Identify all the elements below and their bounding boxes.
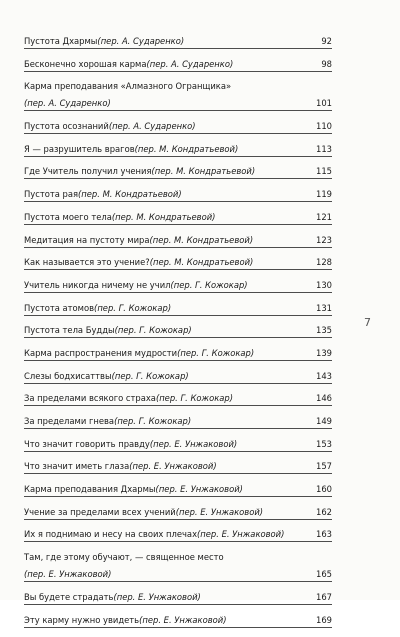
toc-entry [24,348,332,361]
toc-entry-translator: (пер. М. Кондратьевой) [149,234,254,245]
toc-entry-title: Вы будете страдать [24,591,114,602]
toc-entry-page: 131 [316,302,332,313]
toc-entry-translator: (пер. Г. Кожокар) [177,347,255,358]
toc-entry-page: 135 [316,325,332,336]
toc-entry [24,439,332,452]
toc-entry-page: 169 [316,614,332,625]
toc-entry [24,371,332,384]
toc-entry-title: Карма преподавания «Алмазного Огранщика» [24,81,232,92]
toc-entry-title: Учение за пределами всех учений [24,506,176,517]
toc-entry-page: 128 [316,257,332,268]
toc-entry-translator: (пер. Г. Кожокар) [114,416,192,426]
toc-entry-page: 157 [316,461,332,472]
toc-entry-translator: (пер. Г. Кожокар) [111,370,189,381]
toc-entry-translator: (пер. М. Кондратьевой) [78,189,182,200]
toc-entry [24,257,332,270]
toc-entry-title: Что значит говорить правду [24,438,150,449]
toc-entry-page: 119 [316,189,332,200]
toc-entry [24,166,332,179]
toc-entry-page: 110 [316,121,332,132]
toc-entry-page: 143 [316,370,332,381]
page-number: 7 [364,316,371,329]
toc-entry-translator: (пер. Е. Унжаковой) [175,506,264,517]
toc-entry-translator: (пер. М. Кондратьевой) [149,257,254,268]
toc-entry-title: Их я поднимаю и несу на своих плечах [24,529,198,540]
toc-entry-page: 123 [316,234,332,245]
toc-entry-page: 92 [321,36,332,46]
toc-entry [24,280,332,293]
toc-entry-title: Пустота осознаний [24,121,109,132]
toc-entry-translator: (пер. Е. Унжаковой) [129,461,217,472]
toc-entry-translator: (пер. Е. Унжаковой) [24,569,112,580]
toc-entry-title: Пустота моего тела [24,211,112,222]
toc-entry [24,59,332,72]
toc-entry [24,36,332,49]
toc-entry [24,484,332,497]
toc-entry-translator: (пер. М. Кондратьевой) [134,143,239,154]
toc-entry-title: Пустота рая [24,189,79,200]
toc-entry-page: 162 [316,506,332,517]
toc-entry-title: Учитель никогда ничему не учил [24,279,171,290]
toc-entry-title: За пределами всякого страха [24,393,156,404]
toc-entry-translator: (пер. Е. Унжаковой) [139,614,227,625]
toc-entry [24,121,332,134]
toc-entry-page: 121 [316,211,332,222]
toc-entry-page: 101 [316,98,332,109]
toc-entry-title: Как называется это учение? [24,257,150,268]
toc-entry-title: Пустота Дхармы [24,36,98,46]
toc-entry-translator: (пер. Е. Унжаковой) [149,438,238,449]
toc-entry-translator: (пер. Г. Кожокар) [114,325,192,336]
toc-entry-title: Карма преподавания Дхармы [24,484,156,495]
toc-entry [24,592,332,605]
toc-entry-translator: (пер. А. Сударенко) [97,36,185,46]
toc-entry-translator: (пер. Г. Кожокар) [155,393,233,404]
toc-entry-title: Там, где этому обучают, — священное место [24,552,224,563]
toc-entry-translator: (пер. Е. Унжаковой) [113,591,201,602]
toc-entry [24,529,332,542]
toc-entry-title: За пределами гнева [24,416,115,426]
toc-entry-title: Пустота атомов [24,302,95,313]
toc-entry [24,393,332,406]
toc-entry-translator: (пер. А. Сударенко) [146,58,234,69]
toc-entry [24,615,332,628]
toc-entry-title: Бесконечно хорошая карма [24,58,147,69]
toc-entry-page: 130 [316,279,332,290]
toc-entry [24,303,332,316]
toc-entry-title: Медитация на пустоту мира [24,234,150,245]
toc-entry-translator: (пер. А. Сударенко) [108,121,196,132]
toc-entry-title: Я — разрушитель врагов [24,143,135,154]
table-of-contents [24,36,332,637]
toc-entry-translator: (пер. М. Кондратьевой) [111,211,216,222]
toc-entry [24,507,332,520]
toc-entry-page: 113 [316,143,332,154]
toc-entry-translator: (пер. Е. Унжаковой) [197,529,285,540]
toc-entry-title: Где Учитель получил учения [24,166,152,177]
toc-entry-title: Пустота тела Будды [24,325,115,336]
toc-entry [24,461,332,474]
toc-entry-page: 115 [316,166,332,177]
toc-entry-title: Что значит иметь глаза [24,461,130,472]
toc-entry [24,212,332,225]
toc-entry-page: 98 [321,58,332,69]
toc-entry-page: 163 [316,529,332,540]
toc-entry-page: 153 [316,438,332,449]
toc-entry-page: 139 [316,347,332,358]
toc-entry [24,552,332,582]
toc-entry [24,144,332,157]
toc-entry-title: Карма распространения мудрости [24,347,178,358]
toc-entry-translator: (пер. Г. Кожокар) [170,279,248,290]
toc-entry [24,81,332,111]
toc-entry-translator: (пер. М. Кондратьевой) [151,166,256,177]
toc-entry-translator: (пер. Е. Унжаковой) [155,484,243,495]
toc-entry [24,325,332,338]
toc-entry-page: 165 [316,569,332,580]
toc-entry-translator: (пер. Г. Кожокар) [94,302,172,313]
toc-entry-translator: (пер. А. Сударенко) [24,98,111,109]
toc-entry-page: 146 [316,393,332,404]
toc-entry-page: 160 [316,484,332,495]
toc-entry [24,189,332,202]
toc-entry [24,235,332,248]
toc-entry-page: 167 [316,591,332,602]
toc-entry-title: Слезы бодхисаттвы [24,370,112,381]
toc-entry-title: Эту карму нужно увидеть [24,614,140,625]
toc-entry-page: 149 [316,416,332,426]
toc-entry [24,416,332,429]
